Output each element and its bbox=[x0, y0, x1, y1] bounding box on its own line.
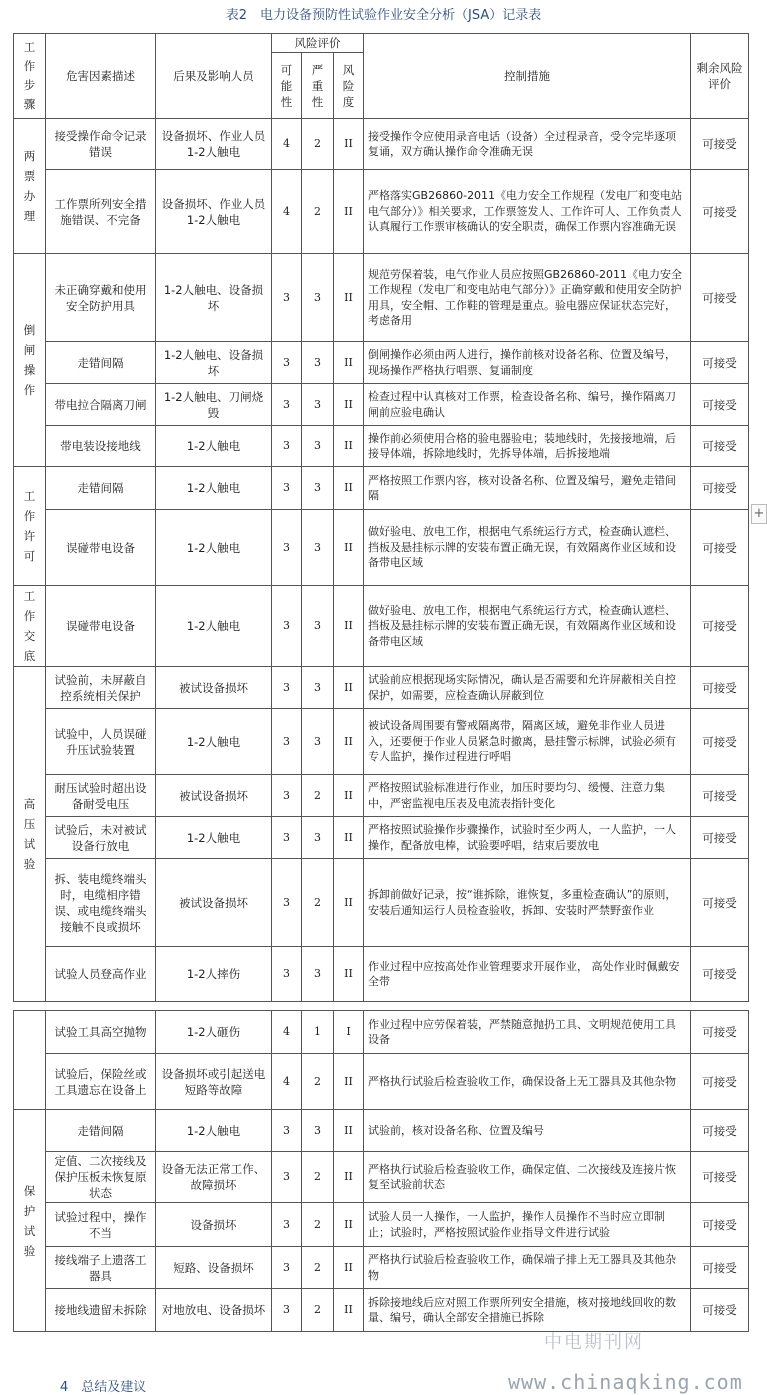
residual-risk-cell: 可接受 bbox=[691, 667, 749, 709]
consequence-cell: 对地放电、设备损坏 bbox=[156, 1289, 272, 1332]
hazard-cell: 耐压试验时超出设备耐受电压 bbox=[46, 775, 156, 817]
table-row bbox=[14, 817, 749, 859]
residual-risk-cell: 可接受 bbox=[691, 1247, 749, 1289]
table-title: 表2 电力设备预防性试验作业安全分析（JSA）记录表 bbox=[225, 8, 542, 23]
risk-level-cell: II bbox=[334, 817, 364, 859]
hazard-cell: 试验中，人员误碰升压试验装置 bbox=[46, 709, 156, 775]
risk-level-cell: II bbox=[334, 586, 364, 667]
residual-risk-cell: 可接受 bbox=[691, 1203, 749, 1247]
possibility-cell: 3 bbox=[272, 1289, 302, 1332]
hazard-cell: 试验人员登高作业 bbox=[46, 947, 156, 1002]
possibility-cell: 3 bbox=[272, 467, 302, 510]
hazard-cell: 走错间隔 bbox=[46, 1110, 156, 1152]
severity-cell: 3 bbox=[302, 586, 334, 667]
control-measure-cell: 严格按照试验标准进行作业，加压时要均匀、缓慢、注意力集中，严密监视电压表及电流表指针变化 bbox=[364, 775, 691, 817]
severity-cell: 3 bbox=[302, 384, 334, 426]
control-measure-cell: 严格落实GB26860-2011《电力安全工作规程（发电厂和变电站电气部分）》相关要求，工作票签发人、工作许可人、工作负责人认真履行工作票审核确认的安全职责，确保工作票内容准确无误 bbox=[364, 170, 691, 254]
table-row bbox=[14, 119, 749, 170]
table-row bbox=[14, 859, 749, 947]
consequence-cell: 被试设备损坏 bbox=[156, 667, 272, 709]
hazard-cell: 走错间隔 bbox=[46, 342, 156, 384]
control-measure-cell: 试验前，核对设备名称、位置及编号 bbox=[364, 1110, 691, 1152]
risk-level-cell: II bbox=[334, 667, 364, 709]
table-row bbox=[14, 342, 749, 384]
severity-cell: 2 bbox=[302, 775, 334, 817]
severity-cell: 3 bbox=[302, 817, 334, 859]
hazard-cell: 接地线遗留未拆除 bbox=[46, 1289, 156, 1332]
possibility-cell: 3 bbox=[272, 1203, 302, 1247]
severity-cell: 2 bbox=[302, 1247, 334, 1289]
risk-level-cell: II bbox=[334, 119, 364, 170]
consequence-cell: 1-2人触电 bbox=[156, 586, 272, 667]
possibility-cell: 3 bbox=[272, 586, 302, 667]
table-row bbox=[14, 1203, 749, 1247]
consequence-cell: 1-2人触电、设备损坏 bbox=[156, 342, 272, 384]
consequence-cell: 短路、设备损坏 bbox=[156, 1247, 272, 1289]
residual-risk-cell: 可接受 bbox=[691, 342, 749, 384]
possibility-cell: 3 bbox=[272, 384, 302, 426]
step-cell: 保护试验 bbox=[14, 1110, 46, 1332]
hazard-cell: 带电装设接地线 bbox=[46, 426, 156, 467]
table-row bbox=[14, 709, 749, 775]
risk-level-cell: II bbox=[334, 467, 364, 510]
hazard-cell: 走错间隔 bbox=[46, 467, 156, 510]
severity-cell: 3 bbox=[302, 667, 334, 709]
risk-level-cell: II bbox=[334, 342, 364, 384]
consequence-cell: 被试设备损坏 bbox=[156, 775, 272, 817]
risk-level-cell: II bbox=[334, 1110, 364, 1152]
step-cell: 高压试验 bbox=[14, 667, 46, 1002]
hazard-cell: 定值、二次接线及保护压板未恢复原状态 bbox=[46, 1152, 156, 1203]
table-row bbox=[14, 510, 749, 586]
residual-risk-cell: 可接受 bbox=[691, 119, 749, 170]
risk-level-cell: II bbox=[334, 1289, 364, 1332]
header-residual: 剩余风险评价 bbox=[691, 34, 749, 119]
severity-cell: 3 bbox=[302, 709, 334, 775]
table-row bbox=[14, 775, 749, 817]
severity-cell: 2 bbox=[302, 1152, 334, 1203]
control-measure-cell: 规范劳保着装，电气作业人员应按照GB26860-2011《电力安全工作规程（发电厂和变电站电气部分）》正确穿戴和使用安全防护用具，安全帽、工作鞋的管理是重点。验电器应保证状态完好，考虑备用 bbox=[364, 254, 691, 342]
severity-cell: 2 bbox=[302, 170, 334, 254]
table-row bbox=[14, 1152, 749, 1203]
severity-cell: 3 bbox=[302, 510, 334, 586]
possibility-cell: 4 bbox=[272, 1054, 302, 1110]
residual-risk-cell: 可接受 bbox=[691, 1054, 749, 1110]
table-row bbox=[14, 426, 749, 467]
table-row bbox=[14, 1110, 749, 1152]
risk-level-cell: II bbox=[334, 775, 364, 817]
section-heading: 4 总结及建议 bbox=[60, 1380, 147, 1395]
consequence-cell: 1-2人摔伤 bbox=[156, 947, 272, 1002]
jsa-table-continued bbox=[13, 1010, 749, 1332]
control-measure-cell: 接受操作令应使用录音电话（设备）全过程录音，受令完毕逐项复诵，双方确认操作命令准确无误 bbox=[364, 119, 691, 170]
control-measure-cell: 作业过程中应劳保着装，严禁随意抛扔工具、文明规范使用工具设备 bbox=[364, 1011, 691, 1054]
severity-cell: 3 bbox=[302, 342, 334, 384]
risk-level-cell: I bbox=[334, 1011, 364, 1054]
header-possibility: 可能性 bbox=[272, 53, 302, 119]
consequence-cell: 设备损坏、作业人员1-2人触电 bbox=[156, 119, 272, 170]
control-measure-cell: 操作前必须使用合格的验电器验电；装地线时，先接接地端，后接导体端，拆除地线时，先拆导体端，后拆接地端 bbox=[364, 426, 691, 467]
header-control: 控制措施 bbox=[364, 34, 691, 119]
hazard-cell: 接受操作命令记录错误 bbox=[46, 119, 156, 170]
expand-icon[interactable]: + bbox=[751, 504, 767, 524]
hazard-cell: 误碰带电设备 bbox=[46, 586, 156, 667]
control-measure-cell: 作业过程中应按高处作业管理要求开展作业， 高处作业时佩戴安全带 bbox=[364, 947, 691, 1002]
risk-level-cell: II bbox=[334, 426, 364, 467]
risk-level-cell: II bbox=[334, 384, 364, 426]
residual-risk-cell: 可接受 bbox=[691, 254, 749, 342]
residual-risk-cell: 可接受 bbox=[691, 775, 749, 817]
step-cell: 倒闸操作 bbox=[14, 254, 46, 467]
hazard-cell: 试验后，未对被试设备行放电 bbox=[46, 817, 156, 859]
residual-risk-cell: 可接受 bbox=[691, 586, 749, 667]
control-measure-cell: 做好验电、放电工作，根据电气系统运行方式，检查确认遮栏、挡板及悬挂标示牌的安装布置正确无误，有效隔离作业区域和设备带电区域 bbox=[364, 510, 691, 586]
possibility-cell: 4 bbox=[272, 170, 302, 254]
risk-level-cell: II bbox=[334, 709, 364, 775]
possibility-cell: 3 bbox=[272, 1152, 302, 1203]
severity-cell: 2 bbox=[302, 1203, 334, 1247]
risk-level-cell: II bbox=[334, 947, 364, 1002]
consequence-cell: 1-2人触电 bbox=[156, 817, 272, 859]
possibility-cell: 3 bbox=[272, 947, 302, 1002]
possibility-cell: 3 bbox=[272, 1247, 302, 1289]
possibility-cell: 3 bbox=[272, 859, 302, 947]
risk-level-cell: II bbox=[334, 859, 364, 947]
possibility-cell: 3 bbox=[272, 709, 302, 775]
consequence-cell: 1-2人触电 bbox=[156, 709, 272, 775]
severity-cell: 3 bbox=[302, 1110, 334, 1152]
table-row bbox=[14, 384, 749, 426]
header-step: 工作步骤 bbox=[14, 34, 46, 119]
consequence-cell: 1-2人触电 bbox=[156, 510, 272, 586]
table-row bbox=[14, 947, 749, 1002]
hazard-cell: 试验后，保险丝或工具遗忘在设备上 bbox=[46, 1054, 156, 1110]
consequence-cell: 1-2人触电 bbox=[156, 426, 272, 467]
possibility-cell: 3 bbox=[272, 510, 302, 586]
residual-risk-cell: 可接受 bbox=[691, 709, 749, 775]
table-row bbox=[14, 586, 749, 667]
control-measure-cell: 严格按照工作票内容，核对设备名称、位置及编号，避免走错间隔 bbox=[364, 467, 691, 510]
severity-cell: 2 bbox=[302, 1289, 334, 1332]
control-measure-cell: 被试设备周围要有警戒隔离带，隔离区域，避免非作业人员进入，还要便于作业人员紧急时撤离，悬挂警示标牌，试验必须有专人监护，操作过程进行呼唱 bbox=[364, 709, 691, 775]
hazard-cell: 误碰带电设备 bbox=[46, 510, 156, 586]
possibility-cell: 4 bbox=[272, 1011, 302, 1054]
residual-risk-cell: 可接受 bbox=[691, 467, 749, 510]
hazard-cell: 未正确穿戴和使用安全防护用具 bbox=[46, 254, 156, 342]
table-row bbox=[14, 667, 749, 709]
residual-risk-cell: 可接受 bbox=[691, 947, 749, 1002]
severity-cell: 2 bbox=[302, 119, 334, 170]
possibility-cell: 3 bbox=[272, 775, 302, 817]
residual-risk-cell: 可接受 bbox=[691, 384, 749, 426]
hazard-cell: 拆、装电缆终端头时，电缆相序错误、或电缆终端头接触不良或损坏 bbox=[46, 859, 156, 947]
possibility-cell: 3 bbox=[272, 817, 302, 859]
risk-level-cell: II bbox=[334, 1203, 364, 1247]
header-level: 风险度 bbox=[334, 53, 364, 119]
header-hazard: 危害因素描述 bbox=[46, 34, 156, 119]
watermark-text: 中电期刊网 bbox=[544, 1332, 644, 1353]
control-measure-cell: 严格执行试验后检查验收工作，确保定值、二次接线及连接片恢复至试验前状态 bbox=[364, 1152, 691, 1203]
control-measure-cell: 严格按照试验操作步骤操作，试验时至少两人，一人监护，一人操作，配备放电棒，试验要呼唱，结束后要放电 bbox=[364, 817, 691, 859]
consequence-cell: 1-2人触电 bbox=[156, 467, 272, 510]
table-row bbox=[14, 1011, 749, 1054]
table-row bbox=[14, 1289, 749, 1332]
control-measure-cell: 检查过程中认真核对工作票，检查设备名称、编号，操作隔离刀闸前应验电确认 bbox=[364, 384, 691, 426]
possibility-cell: 4 bbox=[272, 119, 302, 170]
residual-risk-cell: 可接受 bbox=[691, 859, 749, 947]
risk-level-cell: II bbox=[334, 510, 364, 586]
consequence-cell: 设备无法正常工作、故障损坏 bbox=[156, 1152, 272, 1203]
hazard-cell: 工作票所列安全措施错误、不完备 bbox=[46, 170, 156, 254]
table-row bbox=[14, 1247, 749, 1289]
control-measure-cell: 倒闸操作必须由两人进行，操作前核对设备名称、位置及编号，现场操作严格执行唱票、复诵制度 bbox=[364, 342, 691, 384]
step-cell: 工作交底 bbox=[14, 586, 46, 667]
jsa-table bbox=[13, 33, 749, 1002]
control-measure-cell: 拆卸前做好记录，按“谁拆除，谁恢复，多重检查确认”的原则，安装后通知运行人员检查验收，拆卸、安装时严禁野蛮作业 bbox=[364, 859, 691, 947]
hazard-cell: 试验前，未屏蔽自控系统相关保护 bbox=[46, 667, 156, 709]
step-cell: 工作许可 bbox=[14, 467, 46, 586]
consequence-cell: 设备损坏或引起送电短路等故障 bbox=[156, 1054, 272, 1110]
consequence-cell: 1-2人触电、设备损坏 bbox=[156, 254, 272, 342]
severity-cell: 2 bbox=[302, 1054, 334, 1110]
header-severity: 严重性 bbox=[302, 53, 334, 119]
possibility-cell: 3 bbox=[272, 342, 302, 384]
residual-risk-cell: 可接受 bbox=[691, 1110, 749, 1152]
table-row bbox=[14, 254, 749, 342]
risk-level-cell: II bbox=[334, 1054, 364, 1110]
hazard-cell: 接线端子上遗落工器具 bbox=[46, 1247, 156, 1289]
control-measure-cell: 拆除接地线后应对照工作票所列安全措施，核对接地线回收的数量、编号，确认全部安全措施已拆除 bbox=[364, 1289, 691, 1332]
consequence-cell: 设备损坏、作业人员1-2人触电 bbox=[156, 170, 272, 254]
watermark-url: www.chinaqking.com bbox=[508, 1370, 743, 1394]
severity-cell: 3 bbox=[302, 426, 334, 467]
residual-risk-cell: 可接受 bbox=[691, 1289, 749, 1332]
possibility-cell: 3 bbox=[272, 254, 302, 342]
risk-level-cell: II bbox=[334, 170, 364, 254]
step-cell: 两票办理 bbox=[14, 119, 46, 254]
residual-risk-cell: 可接受 bbox=[691, 510, 749, 586]
severity-cell: 3 bbox=[302, 467, 334, 510]
consequence-cell: 1-2人砸伤 bbox=[156, 1011, 272, 1054]
consequence-cell: 1-2人触电、刀闸烧毁 bbox=[156, 384, 272, 426]
risk-level-cell: II bbox=[334, 254, 364, 342]
possibility-cell: 3 bbox=[272, 667, 302, 709]
table-row bbox=[14, 467, 749, 510]
control-measure-cell: 试验前应根据现场实际情况，确认是否需要和允许屏蔽相关自控保护，如需要，应检查确认屏蔽到位 bbox=[364, 667, 691, 709]
severity-cell: 3 bbox=[302, 947, 334, 1002]
residual-risk-cell: 可接受 bbox=[691, 1152, 749, 1203]
header-risk-group: 风险评价 bbox=[272, 34, 364, 53]
consequence-cell: 被试设备损坏 bbox=[156, 859, 272, 947]
hazard-cell: 带电拉合隔离刀闸 bbox=[46, 384, 156, 426]
risk-level-cell: II bbox=[334, 1247, 364, 1289]
residual-risk-cell: 可接受 bbox=[691, 426, 749, 467]
control-measure-cell: 做好验电、放电工作，根据电气系统运行方式，检查确认遮栏、挡板及悬挂标示牌的安装布置正确无误，有效隔离作业区域和设备带电区域 bbox=[364, 586, 691, 667]
severity-cell: 2 bbox=[302, 859, 334, 947]
severity-cell: 1 bbox=[302, 1011, 334, 1054]
risk-level-cell: II bbox=[334, 1152, 364, 1203]
control-measure-cell: 试验人员一人操作，一人监护，操作人员操作不当时应立即制止；试验时，严格按照试验作业指导文件进行试验 bbox=[364, 1203, 691, 1247]
table-row bbox=[14, 1054, 749, 1110]
control-measure-cell: 严格执行试验后检查验收工作，确保端子排上无工器具及其他杂物 bbox=[364, 1247, 691, 1289]
possibility-cell: 3 bbox=[272, 1110, 302, 1152]
residual-risk-cell: 可接受 bbox=[691, 817, 749, 859]
hazard-cell: 试验工具高空抛物 bbox=[46, 1011, 156, 1054]
residual-risk-cell: 可接受 bbox=[691, 1011, 749, 1054]
table-row bbox=[14, 170, 749, 254]
consequence-cell: 设备损坏 bbox=[156, 1203, 272, 1247]
possibility-cell: 3 bbox=[272, 426, 302, 467]
header-consequence: 后果及影响人员 bbox=[156, 34, 272, 119]
consequence-cell: 1-2人触电 bbox=[156, 1110, 272, 1152]
severity-cell: 3 bbox=[302, 254, 334, 342]
hazard-cell: 试验过程中，操作不当 bbox=[46, 1203, 156, 1247]
residual-risk-cell: 可接受 bbox=[691, 170, 749, 254]
control-measure-cell: 严格执行试验后检查验收工作，确保设备上无工器具及其他杂物 bbox=[364, 1054, 691, 1110]
step-cell-empty bbox=[14, 1011, 46, 1110]
